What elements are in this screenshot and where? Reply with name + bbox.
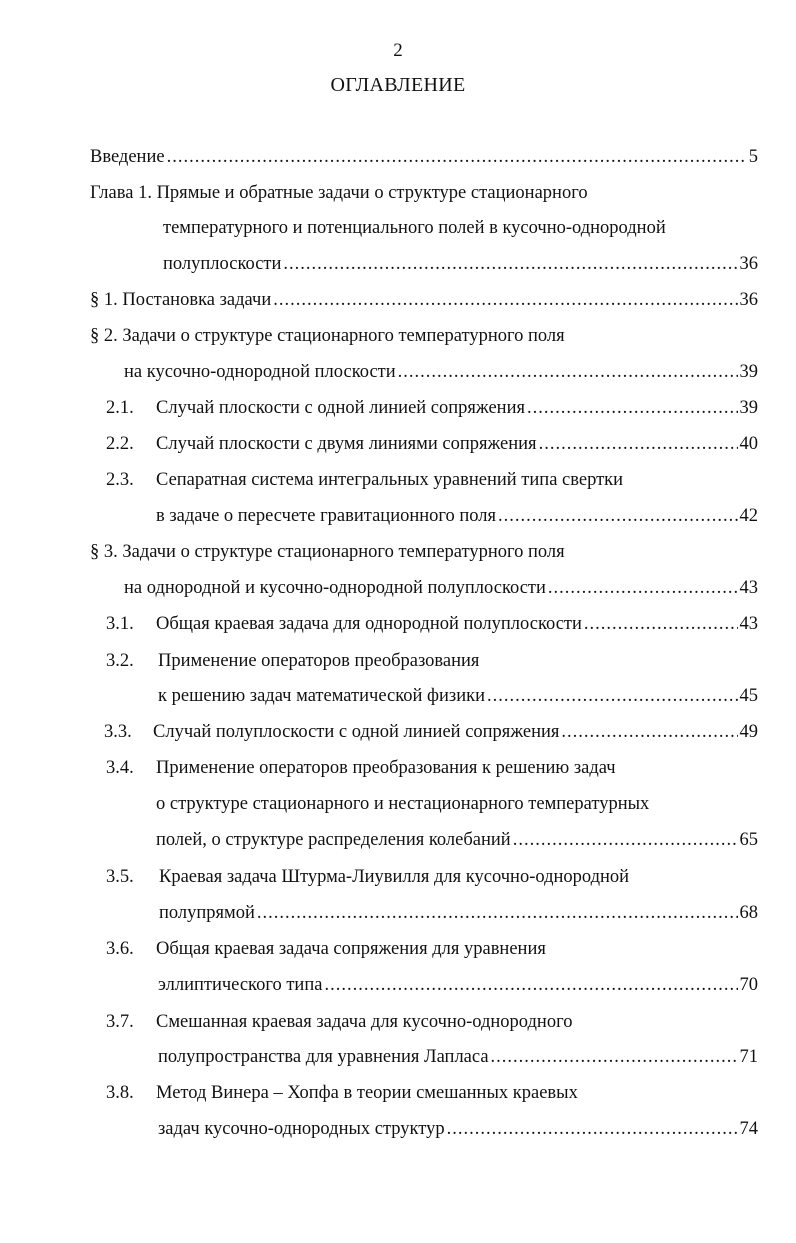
leader-dots <box>561 719 737 745</box>
toc-entry-text: Случай полуплоскости с одной линией сопряжения <box>153 722 560 742</box>
leader-dots <box>548 575 738 601</box>
toc-entry-section-2-end[interactable] <box>124 359 758 385</box>
leader-dots <box>498 503 737 529</box>
toc-entry-text: Глава 1. Прямые и обратные задачи о структуре стационарного <box>90 183 588 203</box>
toc-entry-text: на однородной и кусочно-однородной полуплоскости <box>124 578 546 598</box>
toc-page-ref: 45 <box>739 686 758 706</box>
toc-entry-section-2[interactable] <box>90 323 758 349</box>
toc-entry-3-7[interactable] <box>106 1009 758 1035</box>
leader-dots <box>487 683 737 709</box>
toc-entry-number: 3.8. <box>106 1083 134 1103</box>
toc-entry-3-5[interactable] <box>106 864 758 890</box>
toc-entry-3-5-end[interactable] <box>159 900 758 926</box>
toc-page-ref: 74 <box>739 1119 758 1139</box>
toc-entry-text: Краевая задача Штурма-Лиувилля для кусочно-однородной <box>159 867 630 887</box>
leader-dots <box>491 1044 738 1070</box>
toc-page-ref: 40 <box>739 434 758 454</box>
toc-entry-text: Смешанная краевая задача для кусочно-однородного <box>156 1012 573 1032</box>
toc-entry-text: Случай плоскости с одной линией сопряжения <box>156 398 525 418</box>
leader-dots <box>447 1116 738 1142</box>
toc-entry-text: Общая краевая задача для однородной полуплоскости <box>156 614 582 634</box>
leader-dots <box>539 431 738 457</box>
toc-entry-chapter-1-end[interactable] <box>163 251 758 277</box>
toc-entry-text: § 2. Задачи о структуре стационарного температурного поля <box>90 326 565 346</box>
toc-entry-number: 3.7. <box>106 1012 134 1032</box>
toc-entry-2-3[interactable] <box>106 467 758 493</box>
toc-page-ref: 43 <box>739 578 758 598</box>
toc-entry-3-7-end[interactable] <box>158 1044 758 1070</box>
leader-dots <box>527 395 738 421</box>
toc-entry-intro[interactable] <box>90 144 758 170</box>
leader-dots <box>324 972 737 998</box>
toc-entry-2-2[interactable] <box>106 431 758 457</box>
toc-entry-text: Применение операторов преобразования <box>158 651 480 671</box>
leader-dots <box>273 287 737 313</box>
toc-page-ref: 68 <box>739 903 758 923</box>
leader-dots <box>167 144 747 170</box>
toc-entry-3-2[interactable] <box>106 648 758 674</box>
toc-entry-2-3-end[interactable] <box>156 503 758 529</box>
toc-entry-text: Случай плоскости с двумя линиями сопряжения <box>156 434 537 454</box>
toc-page-ref: 49 <box>739 722 758 742</box>
toc-entry-number: 2.3. <box>106 470 134 490</box>
toc-entry-number: 3.2. <box>106 651 134 671</box>
toc-entry-number: 3.3. <box>104 722 132 742</box>
toc-entry-2-1[interactable] <box>106 395 758 421</box>
toc-entry-text: полупрямой <box>159 903 255 923</box>
toc-entry-text: Применение операторов преобразования к решению задач <box>156 758 616 778</box>
toc-page-ref: 71 <box>739 1047 758 1067</box>
toc-page-ref: 36 <box>739 290 758 310</box>
toc-entry-section-3-end[interactable] <box>124 575 758 601</box>
toc-entry-number: 2.1. <box>106 398 134 418</box>
toc-entry-3-4-cont <box>156 791 758 817</box>
toc-entry-text: § 1. Постановка задачи <box>90 290 272 310</box>
toc-entry-text: на кусочно-однородной плоскости <box>124 362 396 382</box>
toc-page-ref: 39 <box>739 398 758 418</box>
toc-entry-number: 3.6. <box>106 939 134 959</box>
page-title: ОГЛАВЛЕНИЕ <box>330 74 466 96</box>
toc-entry-text: Сепаратная система интегральных уравнений типа свертки <box>156 470 624 490</box>
toc-page-ref: 70 <box>739 975 758 995</box>
toc-page-ref: 36 <box>739 254 758 274</box>
leader-dots <box>283 251 737 277</box>
page-number: 2 <box>393 40 403 61</box>
toc-entry-section-1[interactable] <box>90 287 758 313</box>
toc-entry-text: полупространства для уравнения Лапласа <box>158 1047 489 1067</box>
toc-entry-3-8[interactable] <box>106 1080 758 1106</box>
leader-dots <box>398 359 738 385</box>
toc-page-ref: 42 <box>739 506 758 526</box>
toc-entry-text: Метод Винера – Хопфа в теории смешанных краевых <box>156 1083 578 1103</box>
toc-entry-chapter-1[interactable] <box>90 180 758 206</box>
toc-entry-text: полуплоскости <box>163 254 282 274</box>
toc-page-ref: 5 <box>748 147 758 167</box>
toc-entry-text: в задаче о пересчете гравитационного поля <box>156 506 497 526</box>
toc-entry-text: § 3. Задачи о структуре стационарного температурного поля <box>90 542 565 562</box>
toc-page-ref: 65 <box>739 830 758 850</box>
toc-entry-3-6[interactable] <box>106 936 758 962</box>
toc-entry-3-4-end[interactable] <box>156 827 758 853</box>
toc-entry-number: 3.1. <box>106 614 134 634</box>
toc-entry-number: 3.5. <box>106 867 134 887</box>
toc-entry-3-4[interactable] <box>106 755 758 781</box>
leader-dots <box>584 611 738 637</box>
toc-entry-text: полей, о структуре распределения колебаний <box>156 830 511 850</box>
toc-entry-text: задач кусочно-однородных структур <box>158 1119 445 1139</box>
toc-page-ref: 39 <box>739 362 758 382</box>
toc-entry-text: Общая краевая задача сопряжения для уравнения <box>156 939 546 959</box>
toc-entry-3-8-end[interactable] <box>158 1116 758 1142</box>
toc-entry-3-2-end[interactable] <box>158 683 758 709</box>
toc-entry-number: 2.2. <box>106 434 134 454</box>
toc-entry-text: о структуре стационарного и нестационарного температурных <box>156 794 650 814</box>
toc-entry-text: температурного и потенциального полей в кусочно-однородной <box>163 218 666 238</box>
toc-page-ref: 43 <box>739 614 758 634</box>
toc-entry-text: эллиптического типа <box>158 975 323 995</box>
toc-entry-chapter-1-cont <box>163 215 758 241</box>
toc-entry-3-6-end[interactable] <box>158 972 758 998</box>
toc-entry-3-3[interactable] <box>104 719 758 745</box>
toc-entry-text: Введение <box>90 147 165 167</box>
leader-dots <box>513 827 738 853</box>
toc-entry-text: к решению задач математической физики <box>158 686 486 706</box>
toc-entry-3-1[interactable] <box>106 611 758 637</box>
toc-entry-section-3[interactable] <box>90 539 758 565</box>
leader-dots <box>257 900 738 926</box>
toc-entry-number: 3.4. <box>106 758 134 778</box>
